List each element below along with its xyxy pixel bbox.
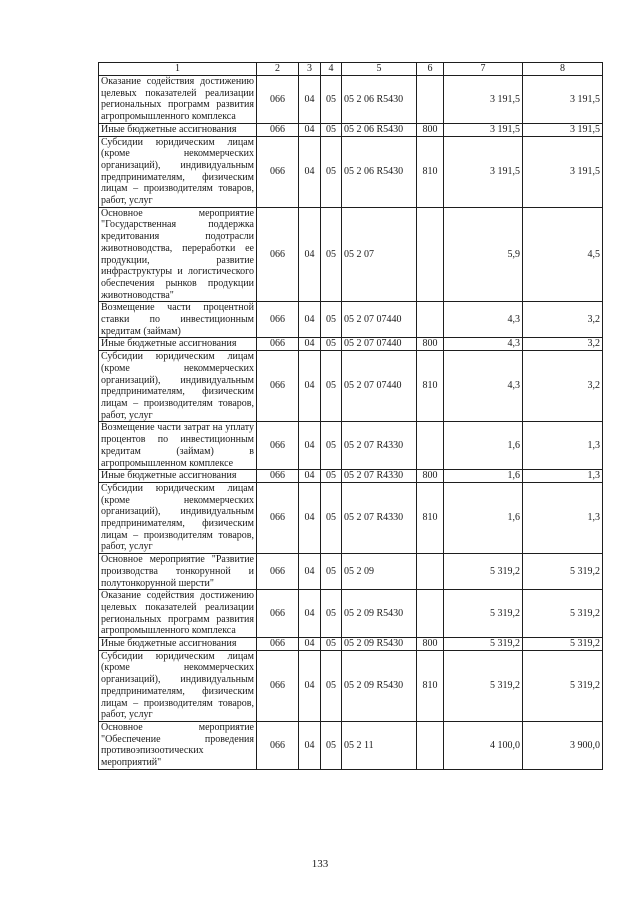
section-cell: 04	[299, 590, 321, 638]
amount-year-2-cell: 3 191,5	[523, 123, 603, 136]
section-cell: 04	[299, 338, 321, 351]
amount-year-2-cell: 5 319,2	[523, 638, 603, 651]
expense-type-cell: 810	[417, 650, 444, 721]
table-row	[99, 650, 603, 721]
header-cell: 7	[444, 63, 523, 76]
amount-year-2-cell: 1,3	[523, 470, 603, 483]
ministry-code-cell: 066	[257, 638, 299, 651]
target-article-cell: 05 2 07 R4330	[342, 470, 417, 483]
subsection-cell: 05	[321, 470, 342, 483]
amount-year-1-cell: 4 100,0	[444, 721, 523, 769]
amount-year-1-cell: 3 191,5	[444, 76, 523, 124]
row-name-cell: Возмещение части процентной ставки по инвестиционным кредитам (займам)	[99, 302, 257, 338]
ministry-code-cell: 066	[257, 338, 299, 351]
expense-type-cell	[417, 721, 444, 769]
table-row	[99, 302, 603, 338]
section-cell: 04	[299, 302, 321, 338]
expense-type-cell: 800	[417, 638, 444, 651]
subsection-cell: 05	[321, 351, 342, 422]
section-cell: 04	[299, 482, 321, 553]
section-cell: 04	[299, 470, 321, 483]
table-row	[99, 590, 603, 638]
target-article-cell: 05 2 09 R5430	[342, 590, 417, 638]
subsection-cell: 05	[321, 302, 342, 338]
row-name-cell: Субсидии юридическим лицам (кроме некоммерческих организаций), индивидуальным предпринимателям, физическим лицам – производителям товаров, работ, услуг	[99, 136, 257, 207]
amount-year-1-cell: 1,6	[444, 470, 523, 483]
header-cell: 4	[321, 63, 342, 76]
section-cell: 04	[299, 422, 321, 470]
subsection-cell: 05	[321, 338, 342, 351]
expense-type-cell: 810	[417, 136, 444, 207]
section-cell: 04	[299, 554, 321, 590]
row-name-cell: Оказание содействия достижению целевых показателей реализации региональных программ развития агропромышленного комплекса	[99, 76, 257, 124]
expense-type-cell: 810	[417, 351, 444, 422]
subsection-cell: 05	[321, 721, 342, 769]
table-row	[99, 76, 603, 124]
ministry-code-cell: 066	[257, 554, 299, 590]
ministry-code-cell: 066	[257, 302, 299, 338]
row-name-cell: Основное мероприятие "Обеспечение проведения противоэпизоотических мероприятий"	[99, 721, 257, 769]
ministry-code-cell: 066	[257, 721, 299, 769]
target-article-cell: 05 2 07 R4330	[342, 422, 417, 470]
table-row	[99, 338, 603, 351]
table-row	[99, 422, 603, 470]
amount-year-1-cell: 1,6	[444, 482, 523, 553]
subsection-cell: 05	[321, 650, 342, 721]
section-cell: 04	[299, 136, 321, 207]
table-row	[99, 351, 603, 422]
table-header-row	[99, 63, 603, 76]
target-article-cell: 05 2 09 R5430	[342, 638, 417, 651]
subsection-cell: 05	[321, 136, 342, 207]
expense-type-cell	[417, 422, 444, 470]
budget-table	[98, 62, 603, 770]
table-row	[99, 721, 603, 769]
amount-year-1-cell: 4,3	[444, 302, 523, 338]
target-article-cell: 05 2 06 R5430	[342, 76, 417, 124]
ministry-code-cell: 066	[257, 482, 299, 553]
row-name-cell: Иные бюджетные ассигнования	[99, 338, 257, 351]
expense-type-cell	[417, 590, 444, 638]
table-row	[99, 638, 603, 651]
ministry-code-cell: 066	[257, 422, 299, 470]
expense-type-cell	[417, 302, 444, 338]
amount-year-1-cell: 5 319,2	[444, 590, 523, 638]
amount-year-1-cell: 5,9	[444, 207, 523, 302]
amount-year-2-cell: 4,5	[523, 207, 603, 302]
target-article-cell: 05 2 07	[342, 207, 417, 302]
ministry-code-cell: 066	[257, 76, 299, 124]
target-article-cell: 05 2 07 07440	[342, 302, 417, 338]
amount-year-1-cell: 5 319,2	[444, 638, 523, 651]
section-cell: 04	[299, 76, 321, 124]
ministry-code-cell: 066	[257, 207, 299, 302]
amount-year-2-cell: 1,3	[523, 422, 603, 470]
target-article-cell: 05 2 06 R5430	[342, 123, 417, 136]
row-name-cell: Субсидии юридическим лицам (кроме некоммерческих организаций), индивидуальным предпринимателям, физическим лицам – производителям товаров, работ, услуг	[99, 351, 257, 422]
amount-year-1-cell: 4,3	[444, 351, 523, 422]
target-article-cell: 05 2 07 R4330	[342, 482, 417, 553]
amount-year-1-cell: 1,6	[444, 422, 523, 470]
header-cell: 3	[299, 63, 321, 76]
expense-type-cell	[417, 207, 444, 302]
amount-year-2-cell: 3,2	[523, 351, 603, 422]
amount-year-2-cell: 5 319,2	[523, 554, 603, 590]
target-article-cell: 05 2 07 07440	[342, 351, 417, 422]
row-name-cell: Оказание содействия достижению целевых показателей реализации региональных программ развития агропромышленного комплекса	[99, 590, 257, 638]
amount-year-1-cell: 5 319,2	[444, 650, 523, 721]
subsection-cell: 05	[321, 422, 342, 470]
ministry-code-cell: 066	[257, 590, 299, 638]
amount-year-2-cell: 3,2	[523, 338, 603, 351]
ministry-code-cell: 066	[257, 650, 299, 721]
row-name-cell: Субсидии юридическим лицам (кроме некоммерческих организаций), индивидуальным предпринимателям, физическим лицам – производителям товаров, работ, услуг	[99, 650, 257, 721]
table-body	[99, 76, 603, 770]
subsection-cell: 05	[321, 554, 342, 590]
subsection-cell: 05	[321, 76, 342, 124]
header-cell: 6	[417, 63, 444, 76]
page-number: 133	[311, 858, 329, 870]
expense-type-cell: 810	[417, 482, 444, 553]
target-article-cell: 05 2 09	[342, 554, 417, 590]
table-row	[99, 207, 603, 302]
amount-year-2-cell: 3 900,0	[523, 721, 603, 769]
target-article-cell: 05 2 07 07440	[342, 338, 417, 351]
section-cell: 04	[299, 721, 321, 769]
row-name-cell: Иные бюджетные ассигнования	[99, 470, 257, 483]
header-cell: 5	[342, 63, 417, 76]
row-name-cell: Основное мероприятие "Развитие производства тонкорунной и полутонкорунной шерсти"	[99, 554, 257, 590]
row-name-cell: Иные бюджетные ассигнования	[99, 123, 257, 136]
amount-year-1-cell: 3 191,5	[444, 123, 523, 136]
section-cell: 04	[299, 351, 321, 422]
amount-year-1-cell: 3 191,5	[444, 136, 523, 207]
subsection-cell: 05	[321, 590, 342, 638]
header-cell: 2	[257, 63, 299, 76]
subsection-cell: 05	[321, 482, 342, 553]
amount-year-2-cell: 3 191,5	[523, 136, 603, 207]
amount-year-2-cell: 3 191,5	[523, 76, 603, 124]
amount-year-1-cell: 5 319,2	[444, 554, 523, 590]
expense-type-cell	[417, 554, 444, 590]
row-name-cell: Основное мероприятие "Государственная поддержка кредитования подотрасли животноводства, переработки ее продукции, развитие инфраструктуры и логистического обеспечения рынков продукции животноводства"	[99, 207, 257, 302]
table-row	[99, 482, 603, 553]
row-name-cell: Субсидии юридическим лицам (кроме некоммерческих организаций), индивидуальным предпринимателям, физическим лицам – производителям товаров, работ, услуг	[99, 482, 257, 553]
target-article-cell: 05 2 11	[342, 721, 417, 769]
section-cell: 04	[299, 638, 321, 651]
amount-year-2-cell: 1,3	[523, 482, 603, 553]
expense-type-cell: 800	[417, 338, 444, 351]
header-cell: 8	[523, 63, 603, 76]
section-cell: 04	[299, 207, 321, 302]
amount-year-2-cell: 5 319,2	[523, 590, 603, 638]
subsection-cell: 05	[321, 123, 342, 136]
section-cell: 04	[299, 123, 321, 136]
row-name-cell: Иные бюджетные ассигнования	[99, 638, 257, 651]
table-row	[99, 136, 603, 207]
table-row	[99, 554, 603, 590]
expense-type-cell: 800	[417, 470, 444, 483]
ministry-code-cell: 066	[257, 123, 299, 136]
table-row	[99, 470, 603, 483]
amount-year-1-cell: 4,3	[444, 338, 523, 351]
ministry-code-cell: 066	[257, 470, 299, 483]
ministry-code-cell: 066	[257, 136, 299, 207]
subsection-cell: 05	[321, 638, 342, 651]
row-name-cell: Возмещение части затрат на уплату процентов по инвестиционным кредитам (займам) в агропромышленном комплексе	[99, 422, 257, 470]
amount-year-2-cell: 5 319,2	[523, 650, 603, 721]
expense-type-cell	[417, 76, 444, 124]
subsection-cell: 05	[321, 207, 342, 302]
amount-year-2-cell: 3,2	[523, 302, 603, 338]
section-cell: 04	[299, 650, 321, 721]
ministry-code-cell: 066	[257, 351, 299, 422]
expense-type-cell: 800	[417, 123, 444, 136]
target-article-cell: 05 2 09 R5430	[342, 650, 417, 721]
header-cell: 1	[99, 63, 257, 76]
target-article-cell: 05 2 06 R5430	[342, 136, 417, 207]
table-row	[99, 123, 603, 136]
